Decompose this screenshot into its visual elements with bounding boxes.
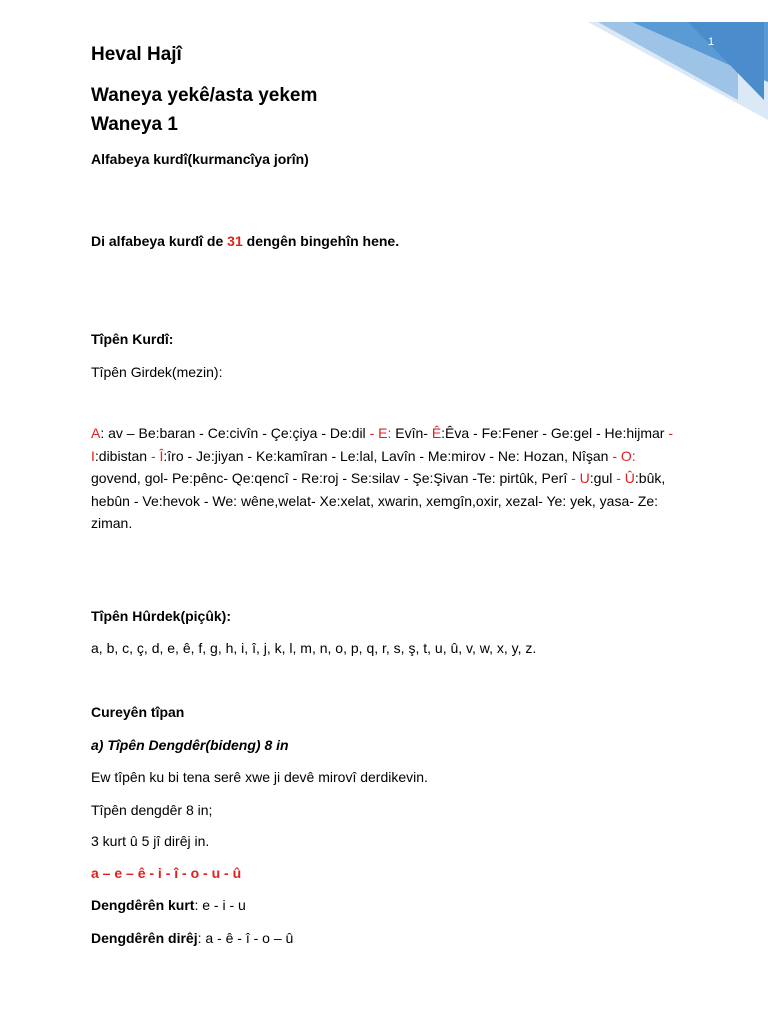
page-number: 1	[708, 36, 715, 48]
short-long-count: 3 kurt û 5 jî dirêj in.	[91, 833, 210, 849]
intro-number: 31	[227, 233, 243, 249]
alphabet-text: :gul	[589, 470, 617, 486]
lowercase-alphabet-list: a, b, c, ç, d, e, ê, f, g, h, i, î, j, k, l, m, n, o, p, q, r, s, ş, t, u, û, v, w, x, y, z.	[91, 640, 537, 656]
short-vowels-value: : e - i - u	[194, 897, 246, 913]
uppercase-alphabet-list	[91, 422, 681, 535]
alphabet-letter: - E:	[369, 425, 392, 441]
alphabet-letter: - O:	[612, 447, 636, 464]
alphabet-letter: - Û	[616, 470, 635, 486]
tipen-kurdi-heading: Tîpên Kurdî:	[91, 331, 174, 347]
long-vowels-label: Dengdêrên dirêj	[91, 930, 198, 946]
vowel-list: a – e – ê - i - î - o - u - û	[91, 865, 242, 881]
dengder-heading: a) Tîpên Dengdêr(bideng) 8 in	[91, 737, 289, 753]
vowel-definition: Ew tîpên ku bi tena serê xwe ji devê mirovî derdikevin.	[91, 769, 428, 785]
alphabet-text: :îro - Je:jiyan - Ke:kamîran - Le:lal, Lavîn - Me:mirov - Ne: Hozan, Nîşan	[163, 447, 613, 464]
intro-before: Di alfabeya kurdî de	[91, 233, 228, 249]
lesson-number: Waneya 1	[91, 114, 178, 135]
long-vowels-value: : a - ê - î - o – û	[197, 930, 294, 946]
alphabet-text: :Êva - Fe:Fener - Ge:gel - He:hijmar	[441, 425, 669, 441]
intro-sentence	[91, 230, 681, 253]
vowel-count: Tîpên dengdêr 8 in;	[91, 802, 213, 818]
intro-after: dengên bingehîn hene.	[242, 233, 400, 249]
alphabet-text: :dibistan	[94, 447, 151, 464]
cureyen-tipan-heading: Cureyên tîpan	[91, 704, 185, 720]
alphabet-letter: - U	[571, 470, 590, 486]
long-vowels-line	[91, 927, 681, 950]
tipen-girdek-heading: Tîpên Girdek(mezin):	[91, 364, 223, 380]
alphabet-text: : av – Be:baran - Ce:civîn - Çe:çiya - De:dil	[100, 425, 370, 441]
alphabet-letter: - I	[91, 425, 674, 464]
alphabet-letter: Ê	[431, 425, 442, 441]
alphabet-subtitle: Alfabeya kurdî(kurmancîya jorîn)	[91, 151, 309, 167]
alphabet-letter: A	[91, 425, 101, 441]
alphabet-text: govend, gol- Pe:pênc- Qe:qencî - Re:roj - Se:silav - Şe:Şivan -Te: pirtûk, Perî	[91, 470, 572, 486]
short-vowels-line	[91, 894, 681, 917]
alphabet-letter: - Î	[150, 447, 164, 464]
corner-decoration	[588, 0, 768, 130]
alphabet-text: :bûk, hebûn - Ve:hevok - We: wêne,welat- Xe:xelat, xwarin, xemgîn,oxir, xezal- Ye: yek, yasa- Ze: ziman.	[91, 470, 666, 531]
lesson-title: Waneya yekê/asta yekem	[91, 85, 318, 106]
short-vowels-label: Dengdêrên kurt	[91, 897, 195, 913]
alphabet-text: Evîn-	[391, 425, 432, 441]
tipen-hurdek-heading: Tîpên Hûrdek(piçûk):	[91, 608, 232, 624]
author-name: Heval Hajî	[91, 44, 182, 65]
